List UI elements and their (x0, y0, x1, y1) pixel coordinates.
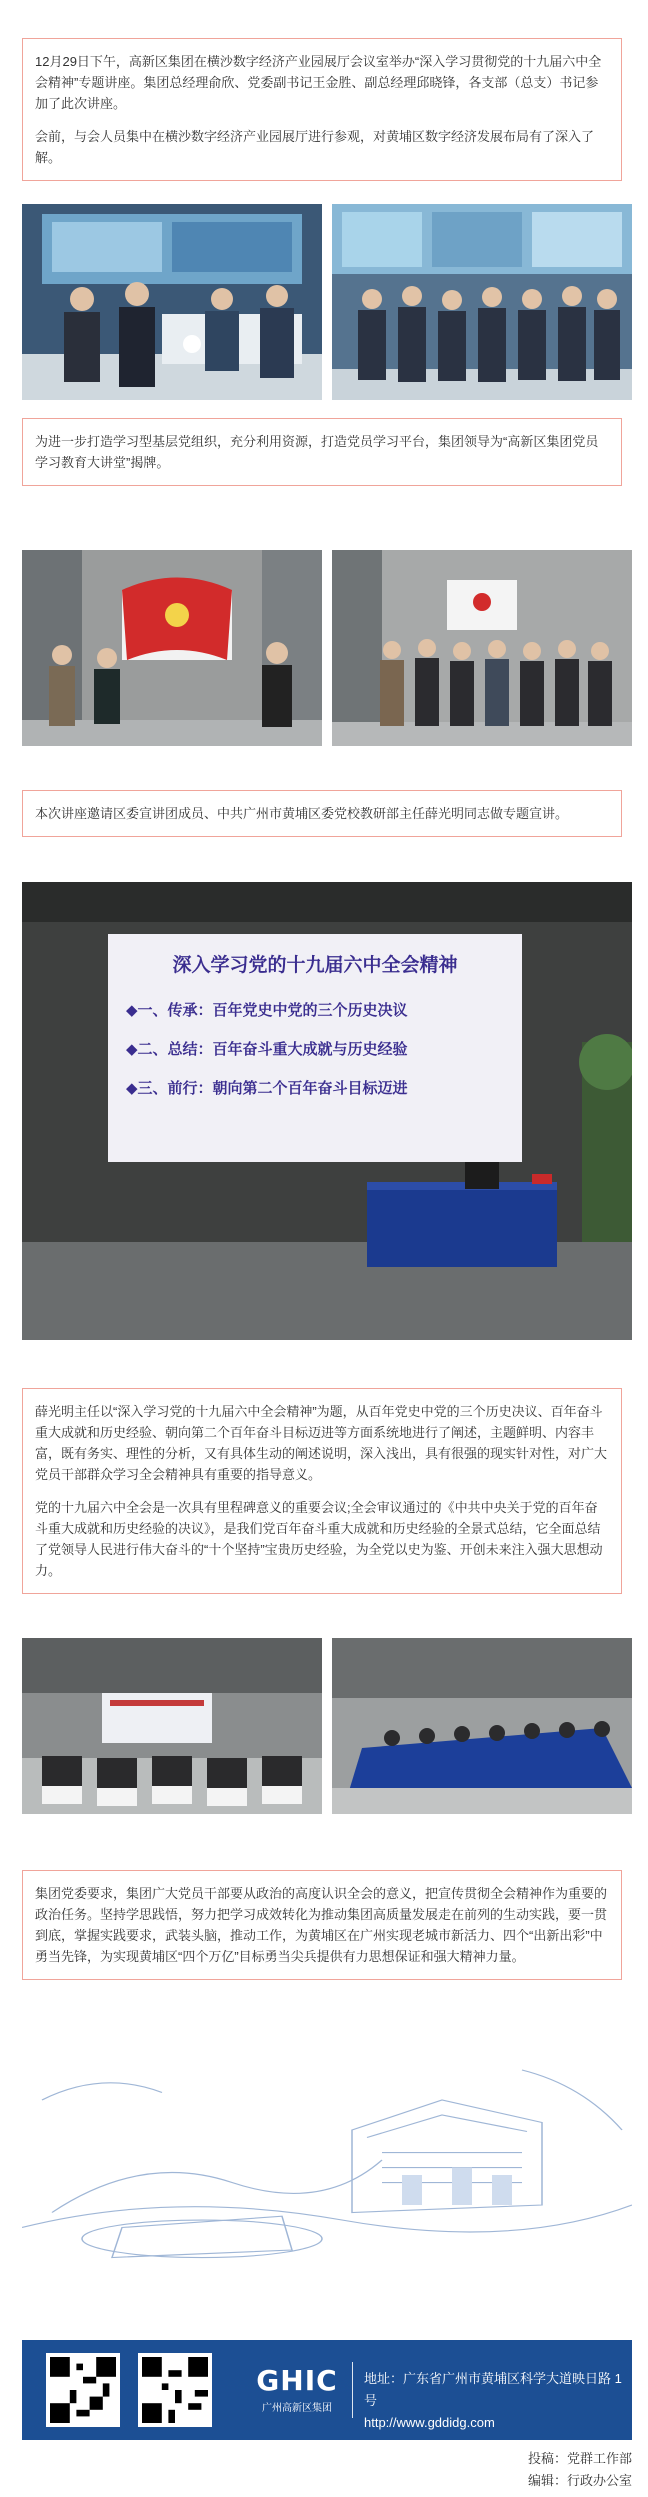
credits (528, 2448, 632, 2492)
speaker-textbox (22, 790, 622, 837)
slide-item-3: ◆三、前行：朝向第二个百年奋斗目标迈进 (126, 1079, 408, 1097)
footer-divider (352, 2362, 353, 2418)
footer-address: 地址：广东省广州市黄埔区科学大道映日路 1 号 (364, 2371, 622, 2408)
ghic-logo (247, 2364, 347, 2414)
slide-item-1: ◆一、传承：百年党史中党的三个历史决议 (126, 1001, 408, 1019)
footer-website[interactable]: http://www.gddidg.com (364, 2415, 495, 2430)
plaque-textbox (22, 418, 622, 486)
footer-info-bar (22, 2340, 632, 2440)
campus-illustration (22, 2040, 632, 2340)
slide-item-2: ◆二、总结：百年奋斗重大成就与历史经验 (126, 1040, 408, 1058)
photo-plaque-unveiling-1 (22, 550, 322, 746)
paragraph-7: 集团党委要求，集团广大党员干部要从政治的高度认识全会的意义，把宣传贯彻全会精神作为重要的政治任务。坚持学思践悟，努力把学习成效转化为推动集团高质量发展走在前列的生动实践，要一贯到底，掌握实践要求，武装头脑，推动工作，为黄埔区在广州实现老城市新活力、四个“出新出彩”中勇当先锋，为实现黄埔区“四个万亿”目标勇当尖兵提供有力思想保证和强大精神力量。 (35, 1886, 608, 1964)
photo-audience-1 (22, 1638, 322, 1814)
qr-code-1[interactable] (46, 2353, 120, 2427)
conclusion-textbox (22, 1870, 622, 1980)
presentation-slide (108, 934, 522, 1162)
paragraph-5: 薛光明主任以“深入学习党的十九届六中全会精神”为题，从百年党史中党的三个历史决议、百年奋斗重大成就和历史经验、朝向第二个百年奋斗目标迈进等方面系统地进行了阐述，主题鲜明、内容丰富，既有务实、理性的分析，又有具体生动的阐述说明，深入浅出，具有很强的现实针对性，对广大党员干部群众学习全会精神具有重要的指导意义。 (35, 1404, 608, 1482)
paragraph-3: 为进一步打造学习型基层党组织，充分利用资源，打造党员学习平台，集团领导为“高新区集团党员学习教育大讲堂”揭牌。 (35, 434, 599, 470)
photo-exhibition-visit-2 (332, 204, 632, 400)
photo-lecture-hall (22, 882, 632, 1340)
photo-audience-2 (332, 1638, 632, 1814)
paragraph-4: 本次讲座邀请区委宣讲团成员、中共广州市黄埔区委党校教研部主任薛光明同志做专题宣讲。 (35, 806, 569, 821)
logo-subtitle: 广州高新区集团 (262, 2403, 332, 2414)
lecture-summary-textbox (22, 1388, 622, 1594)
qr-code-2[interactable] (138, 2353, 212, 2427)
logo-text: GHIC (256, 2364, 338, 2397)
credit-contributor: 投稿：党群工作部 (527, 2451, 632, 2466)
footer-address-block (364, 2368, 632, 2434)
footer-banner (22, 2040, 632, 2440)
paragraph-6: 党的十九届六中全会是一次具有里程碑意义的重要会议;全会审议通过的《中共中央关于党的百年奋斗重大成就和历史经验的决议》，是我们党百年奋斗重大成就和历史经验的全景式总结，它全面总结了党领导人民进行伟大奋斗的“十个坚持”宝贵历史经验，为全党以史为鉴、开创未来注入强大思想动力。 (35, 1500, 603, 1578)
paragraph-2: 会前，与会人员集中在横沙数字经济产业园展厅进行参观，对黄埔区数字经济发展布局有了深入了解。 (35, 129, 595, 165)
credit-editor: 编辑：行政办公室 (527, 2473, 632, 2488)
intro-textbox (22, 38, 622, 181)
slide-title: 深入学习党的十九届六中全会精神 (172, 954, 458, 976)
paragraph-1: 12月29日下午，高新区集团在横沙数字经济产业园展厅会议室举办“深入学习贯彻党的十九届六中全会精神”专题讲座。集团总经理俞欣、党委副书记王金胜、副总经理邱晓锋，各支部（总支）书记参加了此次讲座。 (35, 54, 602, 111)
photo-plaque-unveiling-2 (332, 550, 632, 746)
photo-exhibition-visit-1 (22, 204, 322, 400)
